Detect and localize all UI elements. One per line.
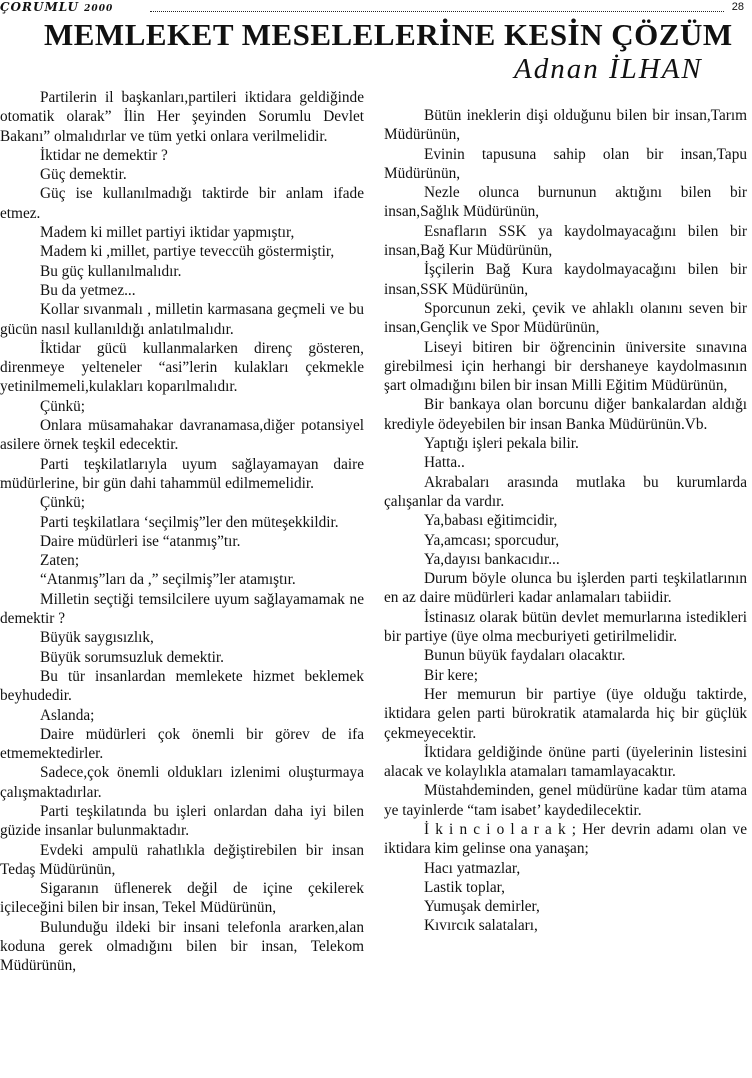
paragraph: Evdeki ampulü rahatlıkla değiştirebilen bir insan Tedaş Müdürünün,: [0, 841, 364, 878]
paragraph: Durum böyle olunca bu işlerden parti teşkilatlarının en az daire müdürleri kadar anlamaları tabiidir.: [384, 570, 747, 607]
paragraph: Kollar sıvanmalı , milletin karmasana geçmeli ve bu gücün nasıl kullanıldığı anlatılmalıdır.: [0, 301, 364, 338]
paragraph: İktidar gücü kullanmalarken direnç gösteren, direnmeye yelteneler “asi”lerin kulakları çekmekle yetinilmemeli,kulakları koparılmalıdır.: [0, 339, 364, 396]
paragraph: Liseyi bitiren bir öğrencinin üniversite sınavına girebilmesi için herhangi bir dershaneye kaydolmasının şart olmadığını bilen bir insan Milli Eğitim Müdürünün,: [384, 338, 747, 395]
paragraph: Yumuşak demirler,: [424, 898, 540, 916]
paragraph: Parti teşkilatlara ‘seçilmiş”ler den müteşekkildir.: [40, 513, 339, 531]
paragraph: Müstahdeminden, genel müdürüne kadar tüm atama ye tayinlerde “tam isabet’ kaydedilecektir.: [384, 782, 747, 819]
paragraph: Bu da yetmez...: [40, 281, 136, 299]
paragraph: Çünkü;: [40, 494, 86, 512]
paragraph: Hatta..: [424, 454, 465, 472]
paragraph: Büyük sorumsuzluk demektir.: [40, 648, 224, 666]
paragraph: Parti teşkilatında bu işleri onlardan daha iyi bilen güzide insanlar bulunmaktadır.: [0, 802, 364, 840]
paragraph: Aslanda;: [40, 706, 95, 724]
paragraph: İstinasız olarak bütün devlet memurlarına istedikleri bir partiye (üye olma mecburiyeti getirilmelidir.: [384, 608, 747, 646]
paragraph: Ya,babası eğitimcidir,: [424, 512, 558, 530]
paragraph: Daire müdürleri ise “atanmış”tır.: [40, 532, 241, 550]
paragraph: Partilerin il başkanları,partileri iktidara geldiğinde otomatik olarak” İlin Her şeyinden Sorumlu Devlet Bakanı” olmalıdırlar ve tüm yetki onlara verilmelidir.: [0, 89, 364, 145]
paragraph: İşçilerin Bağ Kura kaydolmayacağını bilen bir insan,SSK Müdürünün,: [384, 261, 747, 298]
right-column: [384, 106, 747, 936]
paragraph: Madem ki ,millet, partiye teveccüh göstermiştir,: [40, 243, 335, 261]
paragraph: Bu güç kullanılmalıdır.: [40, 262, 182, 280]
paragraph: Çünkü;: [40, 397, 86, 415]
paragraph: Ya,amcası; sporcudur,: [424, 531, 560, 549]
paragraph: Kıvırcık salataları,: [424, 917, 538, 935]
paragraph: Yaptığı işleri pekala bilir.: [424, 435, 579, 453]
paragraph: Güç demektir.: [40, 166, 127, 184]
paragraph: Bir bankaya olan borcunu diğer bankalardan aldığı krediyle ödeyebilen bir insan Banka Müdürünün.Vb.: [384, 396, 747, 433]
header-dotted-rule: [150, 11, 724, 12]
paragraph: Bütün ineklerin dişi olduğunu bilen bir insan,Tarım Müdürünün,: [384, 107, 747, 144]
paragraph: Evinin tapusuna sahip olan bir insan,Tapu Müdürünün,: [384, 145, 747, 182]
article-title: MEMLEKET MESELELERİNE KESİN ÇÖZÜM: [44, 17, 733, 52]
paragraph: Nezle olunca burnunun aktığını bilen bir insan,Sağlık Müdürünün,: [384, 184, 747, 221]
paragraph: Madem ki millet partiyi iktidar yapmıştır,: [40, 224, 295, 242]
paragraph: İktidara geldiğinde önüne parti (üyelerinin listesini alacak ve kolaylıkla atamaları tamamlayacaktır.: [384, 743, 747, 781]
paragraph: “Atanmış”ları da ,” seçilmiş”ler atamıştır.: [40, 571, 296, 589]
left-column: [0, 88, 364, 976]
paragraph: Akrabaları arasında mutlaka bu kurumlarda çalışanlar da vardır.: [384, 473, 747, 510]
paragraph: Sadece,çok önemli oldukları izlenimi oluşturmaya çalışmaktadırlar.: [0, 764, 364, 801]
paragraph: Her memurun bir partiye (üye olduğu taktirde, iktidara gelen parti bürokratik atamalarda hiç bir güçlük çekmeyecektir.: [384, 685, 747, 742]
paragraph: Güç ise kullanılmadığı taktirde bir anlam ifade etmez.: [0, 185, 364, 222]
paragraph: Bu tür insanlardan memlekete hizmet beklemek beyhudedir.: [0, 667, 364, 705]
paragraph: Zaten;: [40, 552, 80, 570]
paragraph: Milletin seçtiği temsilcilere uyum sağlayamamak ne demektir ?: [0, 590, 364, 628]
paragraph: Bunun büyük faydaları olacaktır.: [424, 647, 626, 665]
paragraph: Daire müdürleri çok önemli bir görev de ifa etmemektedirler.: [0, 725, 364, 763]
paragraph: İ k i n c i o l a r a k ; Her devrin adamı olan ve iktidara kim gelinse ona yanaşan;: [384, 820, 747, 858]
paragraph: Sigaranın üflenerek değil de içine çekilerek içileceğini bilen bir insan, Tekel Müdürünün,: [0, 880, 364, 917]
paragraph: Büyük saygısızlık,: [40, 629, 154, 647]
page-header: [0, 0, 752, 16]
paragraph: Onlara müsamahakar davranamasa,diğer potansiyel asilere örnek teşkil edecektir.: [0, 417, 364, 454]
paragraph: Hacı yatmazlar,: [424, 859, 521, 877]
paragraph: Lastik toplar,: [424, 878, 505, 896]
paragraph: Parti teşkilatlarıyla uyum sağlayamayan daire müdürlerine, bir gün dahi tahammül edilmemelidir.: [0, 455, 364, 492]
paragraph: İktidar ne demektir ?: [40, 146, 168, 164]
article-author: Adnan İLHAN: [514, 53, 703, 85]
paragraph: Bulunduğu ildeki bir insani telefonla ararken,alan koduna gerek olmadığını bilen bir insan, Telekom Müdürünün,: [0, 918, 364, 975]
paragraph: Ya,dayısı bankacıdır...: [424, 550, 560, 568]
paragraph: Sporcunun zeki, çevik ve ahlaklı olanını seven bir insan,Gençlik ve Spor Müdürünün,: [384, 299, 747, 337]
masthead-logo: ÇORUMLU 2000: [0, 0, 114, 14]
paragraph: Bir kere;: [424, 666, 478, 684]
page-number: 28: [731, 1, 744, 13]
paragraph: Esnafların SSK ya kaydolmayacağını bilen bir insan,Bağ Kur Müdürünün,: [384, 222, 747, 260]
